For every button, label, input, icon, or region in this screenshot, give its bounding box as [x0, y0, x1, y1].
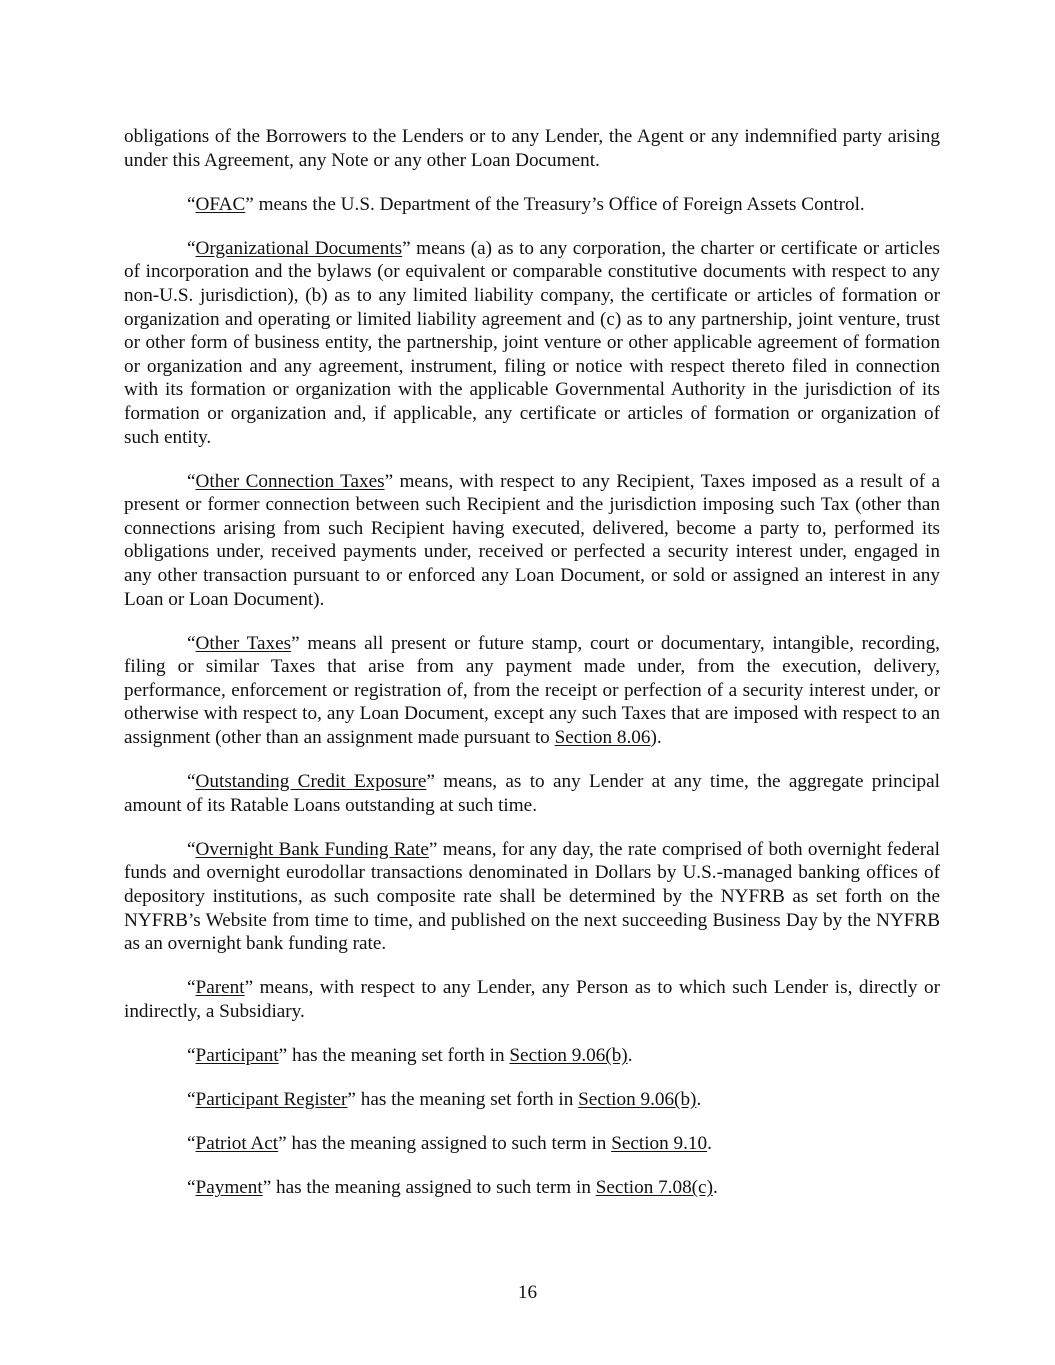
definition-tail: .	[707, 1133, 712, 1155]
definition-text: ” has the meaning set forth in	[278, 1045, 510, 1066]
definition-patriot-act	[124, 1132, 940, 1156]
definition-text: ” means, with respect to any Lender, any Person as to which such Lender is, directly or indirectly, a Subsidiary.	[124, 977, 940, 1022]
definition-overnight-bank-funding-rate	[124, 838, 940, 956]
section-reference: Section 7.08(c)	[595, 1177, 713, 1199]
definition-text: ” has the meaning assigned to such term in	[278, 1133, 612, 1155]
open-quote: “	[187, 1177, 196, 1199]
open-quote: “	[187, 1045, 196, 1066]
continuation-text: obligations of the Borrowers to the Lenders or to any Lender, the Agent or any indemnified party arising under this Agreement, any Note or any other Loan Document.	[124, 126, 940, 171]
continuation-paragraph	[124, 125, 940, 172]
definition-text: ” means (a) as to any corporation, the charter or certificate or articles of incorporation and the bylaws (or equivalent or comparable constitutive documents with respect to any non-U.S. jurisdiction), (b) as to any limited liability company, the certificate or articles of formation or organization and operating or limited liability agreement and (c) as to any partnership, joint venture, trust or other form of business entity, the partnership, joint venture or other applicable agreement of formation or organization and any agreement, instrument, filing or notice with respect thereto filed in connection with its formation or organization with the applicable Governmental Authority in the jurisdiction of its formation or organization and, if applicable, any certificate or articles of formation or organization of such entity.	[124, 237, 940, 448]
open-quote: “	[187, 838, 196, 860]
defined-term: Patriot Act	[195, 1133, 279, 1155]
definition-other-connection-taxes	[124, 470, 940, 612]
open-quote: “	[187, 771, 196, 793]
page-number: 16	[517, 1282, 538, 1303]
defined-term: Participant Register	[195, 1089, 348, 1111]
definition-ofac	[124, 193, 940, 217]
open-quote: “	[187, 470, 196, 492]
definition-organizational-documents	[124, 237, 940, 449]
open-quote: “	[187, 632, 196, 654]
definition-tail: .	[712, 1177, 718, 1199]
defined-term: Outstanding Credit Exposure	[195, 771, 427, 793]
definition-text: ” means, as to any Lender at any time, the aggregate principal amount of its Ratable Loans outstanding at such time.	[124, 771, 940, 816]
definition-payment	[124, 1176, 940, 1200]
definition-text: ” has the meaning set forth in	[347, 1089, 579, 1111]
open-quote: “	[187, 1089, 196, 1111]
open-quote: “	[187, 977, 196, 999]
definition-participant-register	[124, 1088, 940, 1112]
section-reference: Section 9.06(b)	[578, 1089, 697, 1111]
open-quote: “	[187, 1133, 196, 1155]
defined-term: Participant	[195, 1045, 279, 1066]
definition-text: ” means the U.S. Department of the Treasury’s Office of Foreign Assets Control.	[245, 193, 865, 215]
definition-tail: ).	[650, 727, 662, 749]
definition-text: ” means, for any day, the rate comprised of both overnight federal funds and overnight eurodollar transactions denominated in Dollars by U.S.-managed banking offices of depository institutions, as such composite rate shall be determined by the NYFRB as set forth on the NYFRB’s Website from time to time, and published on the next succeeding Business Day by the NYFRB as an overnight bank funding rate.	[124, 838, 940, 955]
definition-participant	[124, 1044, 940, 1068]
definition-text: ” means, with respect to any Recipient, Taxes imposed as a result of a present or former connection between such Recipient and the jurisdiction imposing such Tax (other than connections arising from such Recipient having executed, delivered, become a party to, performed its obligations under, received payments under, received or perfected a security interest under, engaged in any other transaction pursuant to or enforced any Loan Document, or sold or assigned an interest in any Loan or Loan Document).	[124, 470, 940, 610]
open-quote: “	[187, 193, 196, 215]
defined-term: Parent	[195, 977, 245, 999]
open-quote: “	[187, 237, 196, 259]
definition-tail: .	[696, 1089, 702, 1111]
defined-term: OFAC	[195, 193, 246, 215]
definition-text: ” means all present or future stamp, court or documentary, intangible, recording, filing or similar Taxes that arise from any payment made under, from the execution, delivery, performance, enforcement or registration of, from the receipt or perfection of a security interest under, or otherwise with respect to, any Loan Document, except any such Taxes that are imposed with respect to an assignment (other than an assignment made pursuant to	[124, 632, 940, 749]
defined-term: Overnight Bank Funding Rate	[195, 838, 429, 860]
definition-parent	[124, 976, 940, 1023]
definition-outstanding-credit-exposure	[124, 770, 940, 817]
section-reference: Section 9.06(b)	[509, 1045, 628, 1066]
defined-term: Organizational Documents	[195, 237, 403, 259]
section-reference: Section 9.10	[611, 1133, 708, 1155]
section-reference: Section 8.06	[554, 727, 651, 749]
defined-term: Other Taxes	[195, 632, 292, 654]
defined-term: Other Connection Taxes	[195, 470, 385, 492]
definition-tail: .	[627, 1045, 633, 1066]
document-body	[124, 125, 940, 1220]
defined-term: Payment	[195, 1177, 263, 1199]
definition-other-taxes	[124, 632, 940, 750]
definition-text: ” has the meaning assigned to such term in	[262, 1177, 596, 1199]
